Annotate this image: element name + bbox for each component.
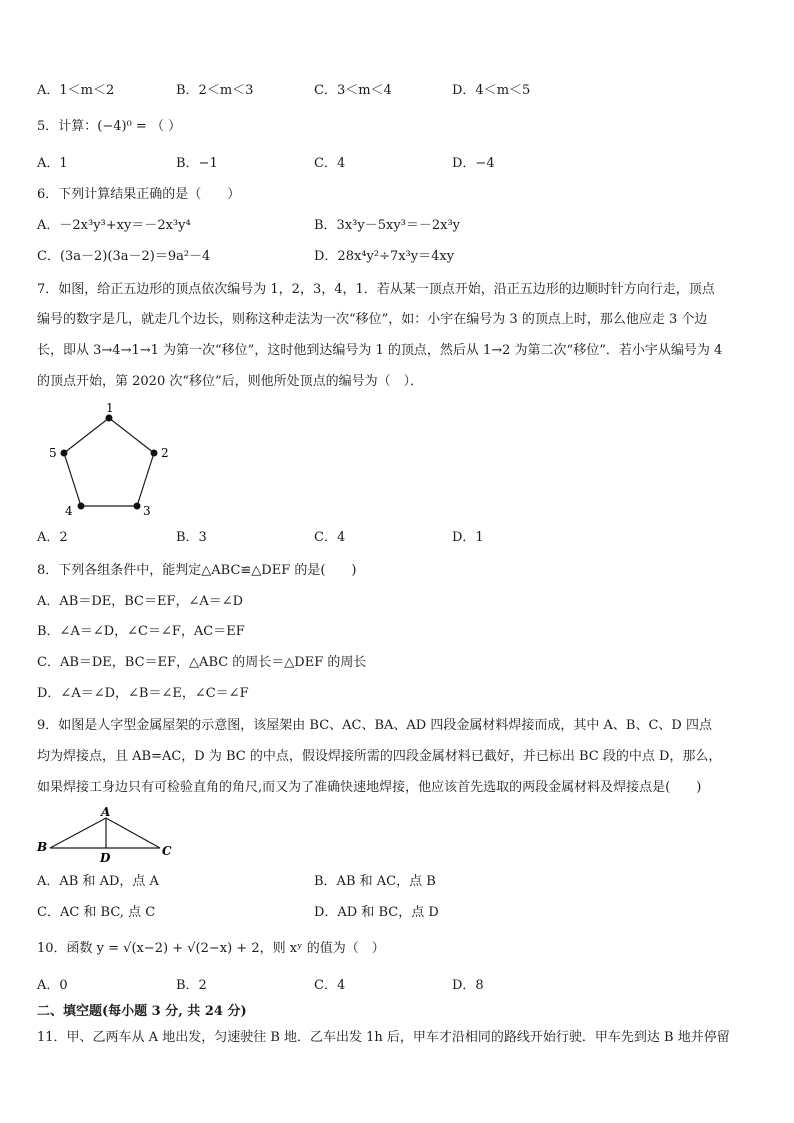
q5-option-c: C．4 [314,156,346,171]
segment-ba [50,818,106,848]
q7-option-c: C．4 [314,530,346,545]
q9-line-1: 9．如图是人字型金属屋架的示意图，该屋架由 BC、AC、BA、AD 四段金属材料焊接而成，其中 A、B、C、D 四点 [37,718,712,733]
q6-stem: 6．下列计算结果正确的是（ ） [37,187,241,202]
q8-option-b: B．∠A＝∠D，∠C＝∠F，AC＝EF [37,624,245,639]
q5-option-d: D．−4 [452,156,495,171]
q9-option-d: D．AD 和 BC，点 D [314,905,439,920]
vertex-dot-1 [106,415,113,422]
q5-stem: 5．计算：(−4)⁰ = （ ） [37,119,182,134]
q7-line-1: 7．如图，给正五边形的顶点依次编号为 1，2，3，4，1．若从某一顶点开始，沿正五边形的边顺时针方向行走，顶点 [37,282,715,297]
q10-option-d: D．8 [452,978,484,993]
q9-option-b: B．AB 和 AC，点 B [314,874,436,889]
q9-option-c: C．AC 和 BC, 点 C [37,905,156,920]
vertex-label-1: 1 [106,401,114,415]
pentagon-outline [64,418,154,506]
point-label-c: C [162,844,172,858]
q10-stem: 10．函数 y = √(x−2) + √(2−x) + 2，则 xʸ 的值为（ ） [37,941,385,956]
pentagon-figure [40,398,180,520]
vertex-dot-2 [151,450,158,457]
q8-stem: 8．下列各组条件中，能判定△ABC≌△DEF 的是( ) [37,563,357,578]
q10-option-b: B．2 [176,978,207,993]
q8-option-d: D．∠A＝∠D，∠B＝∠E，∠C＝∠F [37,686,249,701]
section-heading: 二、填空题(每小题 3 分, 共 24 分) [37,1004,247,1019]
segment-ac [106,818,160,848]
vertex-dot-5 [61,450,68,457]
q7-line-2: 编号的数字是几，就走几个边长，则称这种走法为一次“移位”，如：小宇在编号为 3 的顶点上时，那么他应走 3 个边 [37,312,708,327]
q7-line-3: 长，即从 3→4→1→1 为第一次“移位”，这时他到达编号为 1 的顶点，然后从 1→2 为第二次“移位”．若小宇从编号为 4 [37,343,723,358]
q9-option-a: A．AB 和 AD，点 A [37,874,159,889]
q6-option-d: D．28x⁴y²÷7x³y＝4xy [314,249,455,264]
q6-option-b: B．3x³y－5xy³＝－2x³y [314,218,461,233]
point-label-d: D [100,851,111,865]
point-label-a: A [101,805,111,819]
point-label-b: B [37,840,48,854]
vertex-dot-4 [78,503,85,510]
q5-option-b: B．−1 [176,156,218,171]
q7-option-d: D．1 [452,530,484,545]
q7-option-a: A．2 [37,530,68,545]
q5-option-a: A．1 [37,156,68,171]
q7-line-4: 的顶点开始，第 2020 次“移位”后，则他所处顶点的编号为（ ）． [37,374,424,389]
q4-option-a: A．1＜m＜2 [37,83,115,98]
roof-truss-figure [36,804,181,866]
q9-line-2: 均为焊接点，且 AB=AC，D 为 BC 的中点，假设焊接所需的四段金属材料已截好，并已标出 BC 段的中点 D，那么， [37,749,722,764]
q4-option-b: B．2＜m＜3 [176,83,254,98]
vertex-dot-3 [134,503,141,510]
vertex-label-5: 5 [49,446,57,460]
vertex-label-2: 2 [161,446,169,460]
q8-option-a: A．AB＝DE，BC＝EF，∠A＝∠D [37,594,244,609]
q4-option-d: D．4＜m＜5 [452,83,531,98]
q7-option-b: B．3 [176,530,207,545]
q4-option-c: C．3＜m＜4 [314,83,392,98]
vertex-label-4: 4 [65,504,73,518]
q9-line-3: 如果焊接工身边只有可检验直角的角尺,而又为了准确快速地焊接，他应该首先选取的两段金属材料及焊接点是( ) [37,780,702,795]
q10-option-a: A．0 [37,978,68,993]
vertex-label-3: 3 [143,504,151,518]
q6-option-c: C．(3a－2)(3a－2)＝9a²－4 [37,249,211,264]
q11-line-1: 11．甲、乙两车从 A 地出发，匀速驶往 B 地．乙车出发 1h 后，甲车才沿相同的路线开始行驶．甲车先到达 B 地并停留 [37,1030,730,1045]
q6-option-a: A．－2x³y³+xy＝－2x³y⁴ [37,218,191,233]
q10-option-c: C．4 [314,978,346,993]
q8-option-c: C．AB＝DE，BC＝EF，△ABC 的周长＝△DEF 的周长 [37,655,367,670]
